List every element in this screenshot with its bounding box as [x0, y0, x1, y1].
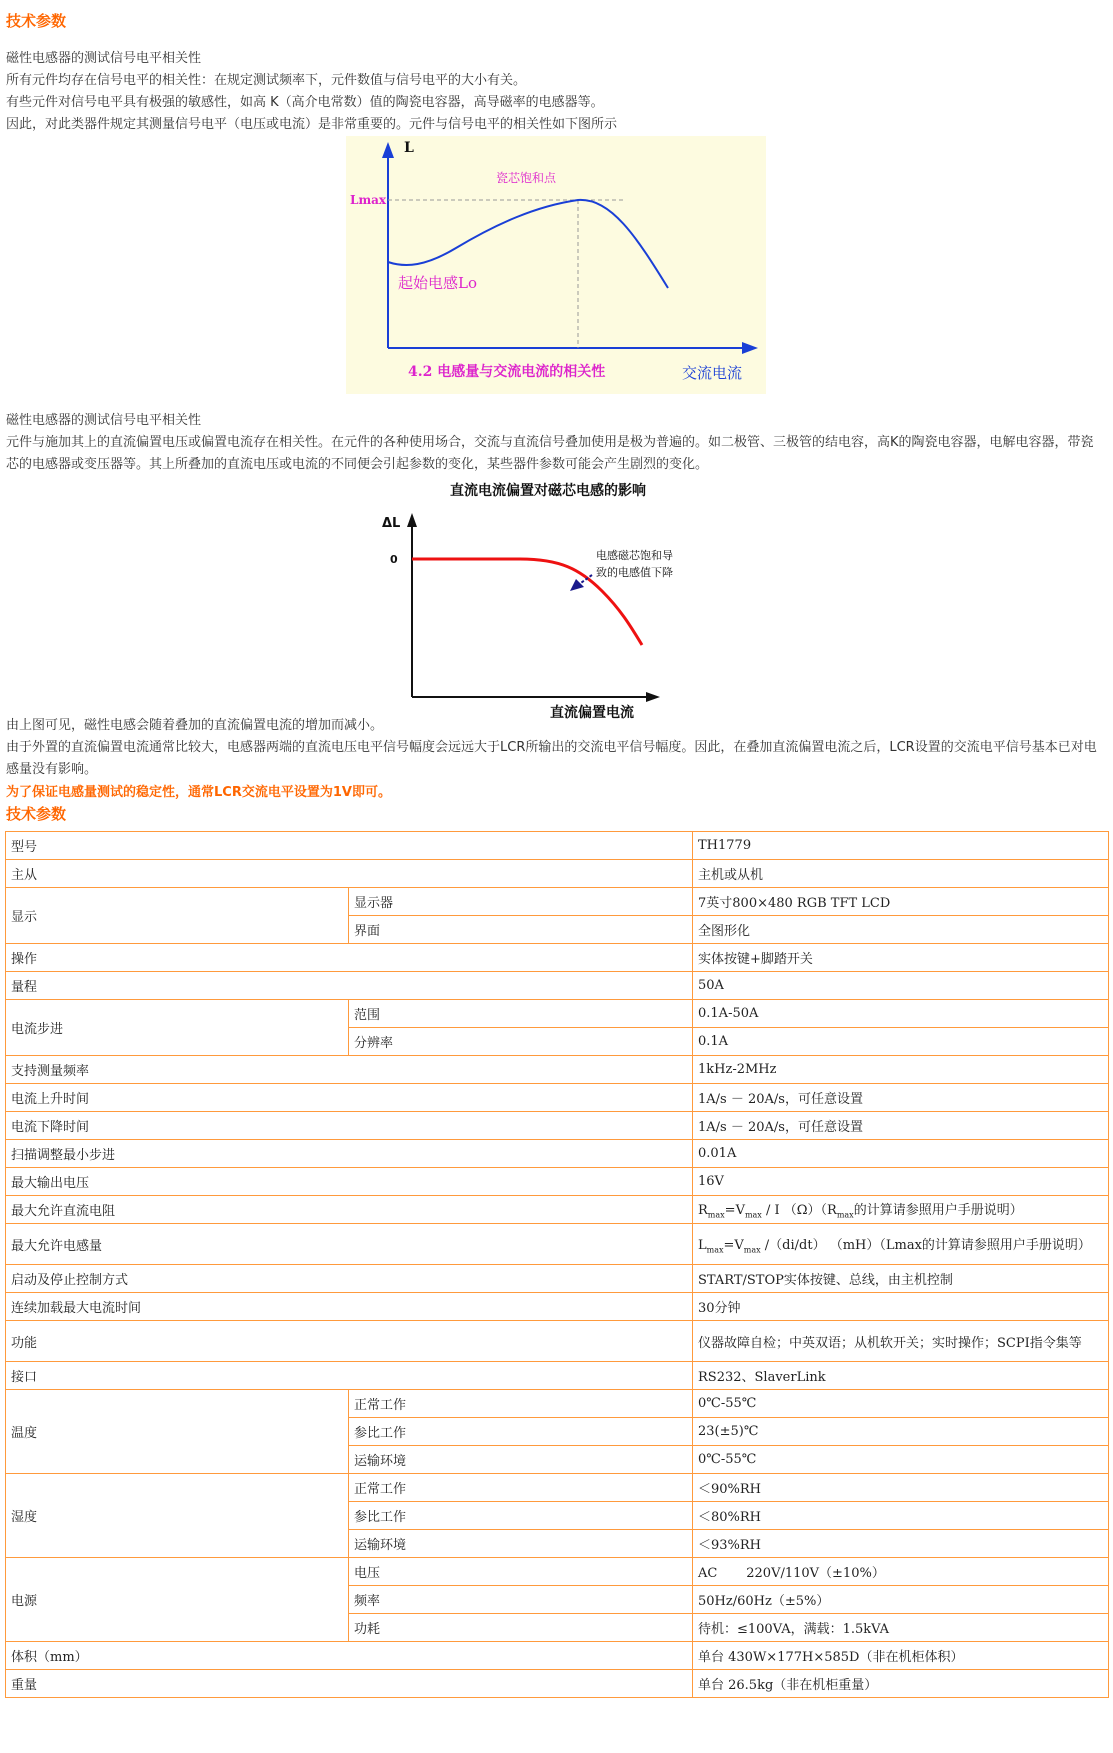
table-row: [6, 1265, 1109, 1293]
spec-label: 湿度: [6, 1474, 349, 1558]
spec-value: 单台 26.5kg（非在机柜重量）: [693, 1670, 1109, 1698]
spec-label: 最大允许电感量: [6, 1224, 693, 1265]
spec-sublabel: 范围: [349, 1000, 693, 1028]
spec-value: 30分钟: [693, 1293, 1109, 1321]
table-row: [6, 972, 1109, 1000]
figure2-y-label: ΔL: [382, 516, 401, 531]
table-row: [6, 1168, 1109, 1196]
figure2-title: 直流电流偏置对磁芯电感的影响: [450, 483, 646, 499]
table-row: [6, 1362, 1109, 1390]
figure2-x-label: 直流偏置电流: [550, 705, 634, 719]
figure1-saturation-label: 瓷芯饱和点: [496, 171, 557, 185]
spec-value: 16V: [693, 1168, 1109, 1196]
spec-label: 操作: [6, 944, 693, 972]
section3-line1: 由上图可见，磁性电感会随着叠加的直流偏置电流的增加而减小。: [6, 718, 384, 733]
table-row: [6, 944, 1109, 972]
table-row: [6, 1084, 1109, 1112]
figure1-lmax-label: Lmax: [350, 193, 387, 207]
spec-value: 单台 430W×177H×585D（非在机柜体积）: [693, 1642, 1109, 1670]
spec-label: 电流下降时间: [6, 1112, 693, 1140]
spec-label: 电流上升时间: [6, 1084, 693, 1112]
intro-line-4: 因此，对此类器件规定其测量信号电平（电压或电流）是非常重要的。元件与信号电平的相关性如下图所示: [6, 117, 618, 132]
table-row: [6, 1140, 1109, 1168]
spec-sublabel: 电压: [349, 1558, 693, 1586]
intro-line-3: 有些元件对信号电平具有极强的敏感性，如高 K（高介电常数）值的陶瓷电容器，高导磁率的电感器等。: [6, 95, 604, 110]
inductance-vs-ac-current-figure: [346, 136, 766, 394]
spec-label: 体积（mm）: [6, 1642, 693, 1670]
spec-value: 主机或从机: [693, 860, 1109, 888]
table-row: [6, 1321, 1109, 1362]
dc-bias-effect-figure: [370, 479, 770, 719]
spec-value-formula: $L_{max}=V_{max}$ /（di/dt） （mH）（Lmax的计算请参照用户手册说明）: [693, 1224, 1109, 1265]
table-row: [6, 1642, 1109, 1670]
spec-value-formula: $R_{max}=V_{max} / I$ $(\Omega)(R_{max}$的计算请参照用户手册说明）: [693, 1196, 1109, 1224]
figure2-y-arrow: [407, 513, 417, 527]
figure2-annotation-1: 电感磁芯饱和导: [596, 549, 673, 562]
figure2-zero-label: 0: [390, 553, 398, 566]
spec-value: ＜93%RH: [693, 1530, 1109, 1558]
figure1-initial-label: 起始电感Lo: [398, 274, 477, 292]
table-row: [6, 832, 1109, 860]
table-row: [6, 1112, 1109, 1140]
spec-value: 全图形化: [693, 916, 1109, 944]
spec-value: 23(±5)℃: [693, 1418, 1109, 1446]
spec-value: 7英寸800×480 RGB TFT LCD: [693, 888, 1109, 916]
spec-value: RS232、SlaverLink: [693, 1362, 1109, 1390]
figure2-annotation-2: 致的电感值下降: [596, 566, 673, 579]
spec-label: 扫描调整最小步进: [6, 1140, 693, 1168]
spec-label: 连续加载最大电流时间: [6, 1293, 693, 1321]
table-row: [6, 860, 1109, 888]
spec-value: 待机：≤100VA，满载：1.5kVA: [693, 1614, 1109, 1642]
spec-sublabel: 正常工作: [349, 1474, 693, 1502]
table-row: [6, 1293, 1109, 1321]
figure1-x-arrow: [742, 342, 758, 354]
spec-sublabel: 参比工作: [349, 1502, 693, 1530]
spec-label: 型号: [6, 832, 693, 860]
figure1-y-arrow: [382, 142, 394, 158]
figure2-x-arrow: [646, 692, 660, 702]
spec-sublabel: 显示器: [349, 888, 693, 916]
spec-label: 温度: [6, 1390, 349, 1474]
spec-value: 仪器故障自检；中英双语；从机软开关；实时操作；SCPI指令集等: [693, 1321, 1109, 1362]
figure1-caption: 4.2 电感量与交流电流的相关性: [408, 364, 606, 380]
spec-value: 实体按键+脚踏开关: [693, 944, 1109, 972]
figure1-y-label: L: [404, 140, 414, 156]
spec-label: 电源: [6, 1558, 349, 1642]
spec-table: [5, 831, 1109, 1698]
section3-highlight: 为了保证电感量测试的稳定性，通常LCR交流电平设置为1V即可。: [6, 785, 391, 800]
spec-value: 0.01A: [693, 1140, 1109, 1168]
page-heading: 技术参数: [6, 12, 67, 30]
spec-value: 1A/s － 20A/s，可任意设置: [693, 1084, 1109, 1112]
spec-value: ＜90%RH: [693, 1474, 1109, 1502]
table-row: [6, 1474, 1109, 1502]
section2-paragraph: 元件与施加其上的直流偏置电压或偏置电流存在相关性。在元件的各种使用场合，交流与直流信号叠加使用是极为普遍的。如二极管、三极管的结电容，高K的陶瓷电容器，电解电容器，带瓷芯的电感器或变压器等。其上所叠加的直流电压或电流的不同便会引起参数的变化，某些器件参数可能会产生剧烈的变化。: [6, 435, 1094, 472]
spec-value: 0.1A-50A: [693, 1000, 1109, 1028]
spec-label: 主从: [6, 860, 693, 888]
spec-label: 最大允许直流电阻: [6, 1196, 693, 1224]
spec-value: START/STOP实体按键、总线，由主机控制: [693, 1265, 1109, 1293]
intro-line-1: 磁性电感器的测试信号电平相关性: [6, 51, 202, 66]
spec-value: 0.1A: [693, 1028, 1109, 1056]
table-row: [6, 1224, 1109, 1265]
table-row: [6, 888, 1109, 916]
spec-value: ＜80%RH: [693, 1502, 1109, 1530]
spec-value: 0℃-55℃: [693, 1446, 1109, 1474]
spec-value: 50Hz/60Hz（±5%）: [693, 1586, 1109, 1614]
table-row: [6, 1056, 1109, 1084]
figure1-svg: [346, 136, 766, 394]
spec-sublabel: 界面: [349, 916, 693, 944]
spec-label: 接口: [6, 1362, 693, 1390]
spec-value: 0℃-55℃: [693, 1390, 1109, 1418]
table-row: [6, 1000, 1109, 1028]
spec-sublabel: 运输环境: [349, 1530, 693, 1558]
section3-paragraph: 由于外置的直流偏置电流通常比较大，电感器两端的直流电压电平信号幅度会远远大于LCR所输出的交流电平信号幅度。因此，在叠加直流偏置电流之后，LCR设置的交流电平信号基本已对电感量没有影响。: [6, 740, 1097, 777]
spec-value: AC 220V/110V（±10%）: [693, 1558, 1109, 1586]
table-row: [6, 1558, 1109, 1586]
spec-label: 最大输出电压: [6, 1168, 693, 1196]
figure2-annotation-arrowhead: [570, 579, 584, 591]
spec-sublabel: 功耗: [349, 1614, 693, 1642]
spec-sublabel: 正常工作: [349, 1390, 693, 1418]
spec-sublabel: 频率: [349, 1586, 693, 1614]
table-row: [6, 1390, 1109, 1418]
spec-sublabel: 分辨率: [349, 1028, 693, 1056]
spec-value: TH1779: [693, 832, 1109, 860]
spec-value: 1kHz-2MHz: [693, 1056, 1109, 1084]
spec-label: 量程: [6, 972, 693, 1000]
figure1-x-label: 交流电流: [682, 364, 743, 382]
spec-sublabel: 参比工作: [349, 1418, 693, 1446]
spec-label: 功能: [6, 1321, 693, 1362]
table-row: [6, 1670, 1109, 1698]
spec-heading: 技术参数: [6, 805, 67, 823]
spec-label: 支持测量频率: [6, 1056, 693, 1084]
spec-label: 显示: [6, 888, 349, 944]
figure2-svg: [370, 479, 770, 719]
section2-title: 磁性电感器的测试信号电平相关性: [6, 413, 202, 428]
intro-line-2: 所有元件均存在信号电平的相关性：在规定测试频率下，元件数值与信号电平的大小有关。: [6, 73, 527, 88]
spec-sublabel: 运输环境: [349, 1446, 693, 1474]
spec-label: 启动及停止控制方式: [6, 1265, 693, 1293]
table-row: [6, 1196, 1109, 1224]
spec-value: 1A/s － 20A/s，可任意设置: [693, 1112, 1109, 1140]
spec-value: 50A: [693, 972, 1109, 1000]
spec-label: 重量: [6, 1670, 693, 1698]
spec-label: 电流步进: [6, 1000, 349, 1056]
